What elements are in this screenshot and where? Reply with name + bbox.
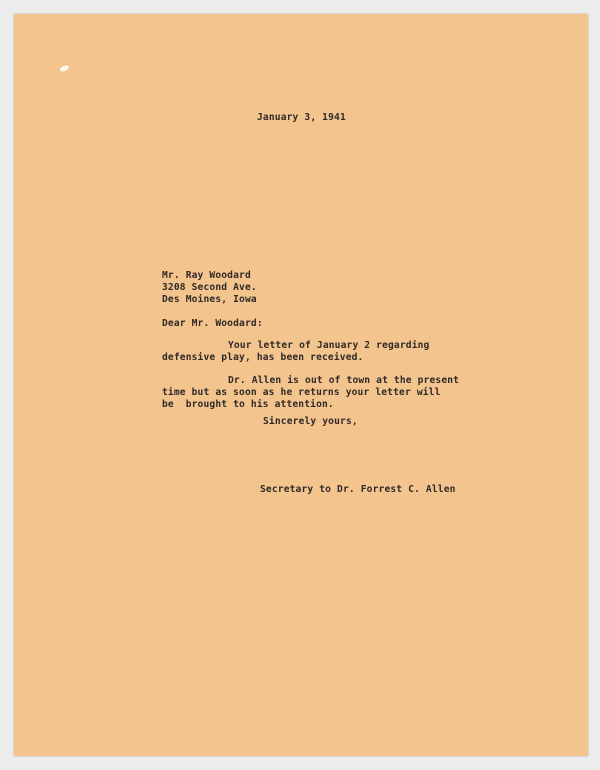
- paragraph2-line1: Dr. Allen is out of town at the present: [228, 375, 460, 386]
- letter-page: [14, 14, 588, 756]
- recipient-street: 3208 Second Ave.: [162, 282, 257, 293]
- recipient-name: Mr. Ray Woodard: [162, 270, 251, 281]
- paragraph1-line2: defensive play, has been received.: [162, 352, 364, 363]
- paragraph2-line3: be brought to his attention.: [162, 399, 334, 410]
- signature-line: Secretary to Dr. Forrest C. Allen: [260, 484, 456, 495]
- closing: Sincerely yours,: [263, 416, 358, 427]
- paper-blemish: [59, 65, 69, 73]
- paragraph2-line2: time but as soon as he returns your letter will: [162, 387, 441, 398]
- letter-date: January 3, 1941: [257, 112, 346, 123]
- salutation: Dear Mr. Woodard:: [162, 318, 263, 329]
- recipient-city: Des Moines, Iowa: [162, 294, 257, 305]
- paragraph1-line1: Your letter of January 2 regarding: [228, 340, 430, 351]
